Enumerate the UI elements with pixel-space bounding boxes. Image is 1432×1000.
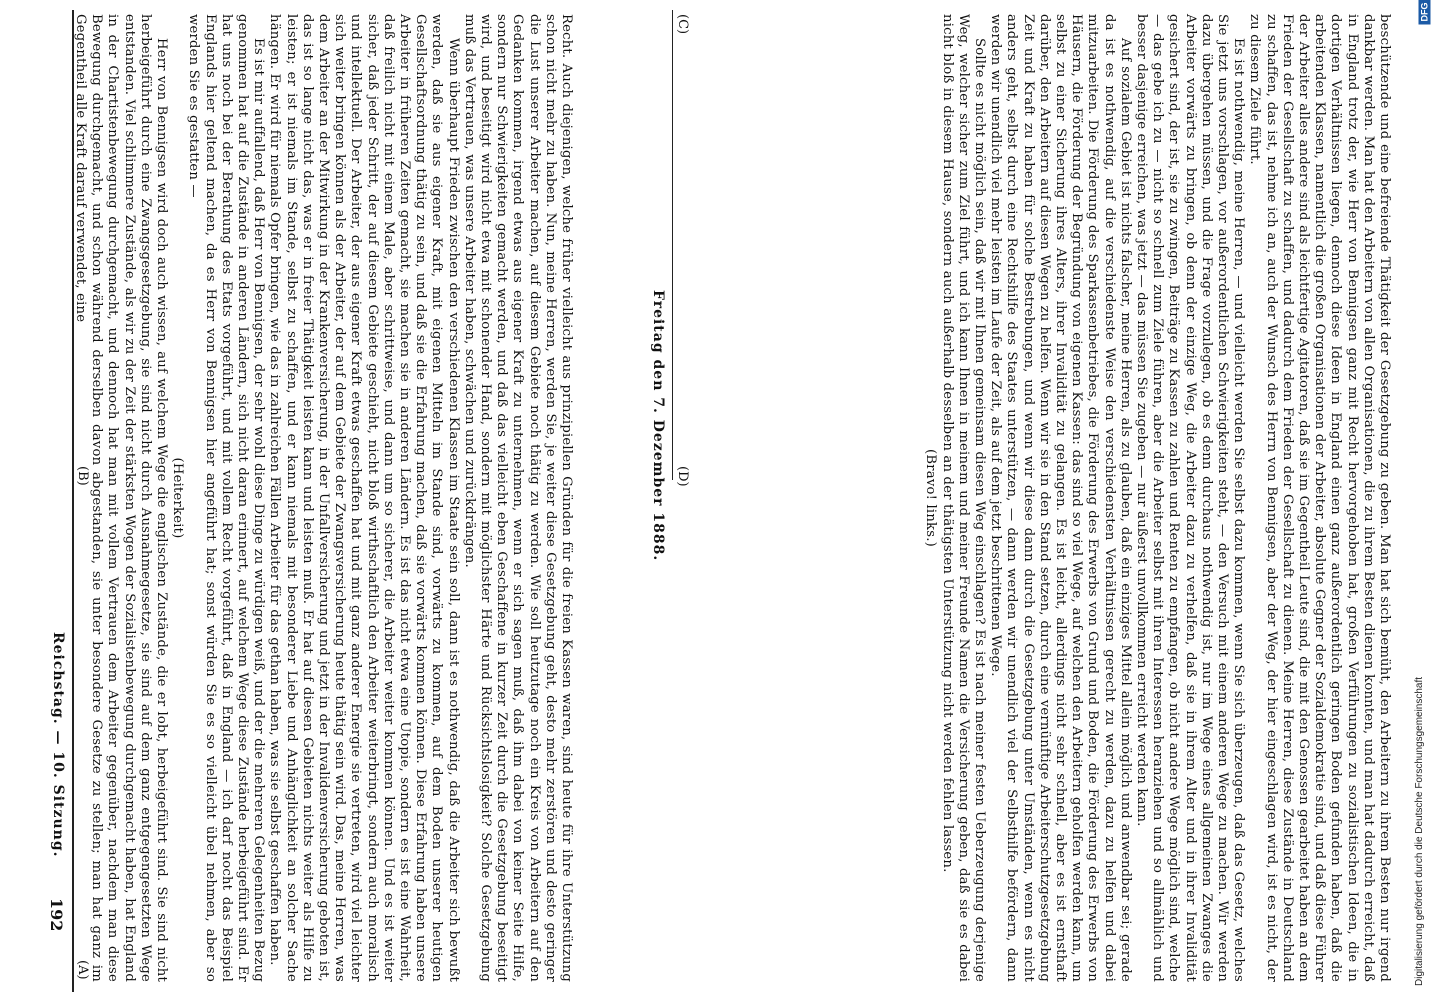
page-number: 192 bbox=[47, 898, 66, 932]
header-title: Reichstag. — 10. Sitzung. bbox=[50, 632, 66, 858]
left-paragraph: Herr von Bennigsen wird doch auch wissen, auf welchem Wege die englischen Zustände, die er lobt, herbeigeführt sind. Sie sind nicht herbeigeführt durch eine Zwangsgesetzgebung, sie sind nicht durch Ausnahmegesetze, sie sind auf dem ganz entgegengesetzten Wege entstanden. Viel schlimmere Zustände, als wir zu der Zeit der stärksten Wogen der Sozialistenbewegung durchgemacht haben, hat England in der Chartistenbewegung durchgemacht, und dennoch hat man mit vollem Vertrauen dem Arbeiter gegenüber, nachdem man diese Bewegung durchgemacht, und schon während derselben davon abgestanden, sie unter besondere Gesetze zu stellen; man hat ganz im Gegentheil alle Kraft darauf verwendet, eine bbox=[72, 14, 169, 982]
right-paragraph: beschützende und eine befreiende Thätigkeit der Gesetzgebung zu geben. Man hat sich bemüht, den Arbeitern zu ihrem Besten nur irgend dankbar werden. Man hat den Arbeitern von allen Organisationen, die zu ihrem Besten dienen konnten, und man hat dadurch erreicht, daß in England trotz der, wie Herr von Bennigsen ganz mit Recht hervorgehoben hat, großen Verführungen zu sozialistischen Ideen, die in dortigen Verhältnissen liegen, dennoch diese Ideen in England einen ganz außerordentlich geringen Boden gefunden haben, daß die arbeitenden Klassen, namentlich die großen Organisationen der Arbeiter, absolute Gegner der Sozialdemokratie sind, und daß diese Führer der Arbeiter alles andere sind als leichtfertige Agitatoren, daß sie im Gegentheil Leute sind, die mit den Genossen gearbeitet haben an dem Frieden der Gesellschaft zu schaffen, und dadurch dem Frieden der Gesellschaft zu dienen. Meine Herren, diese Zustände in Deutschland zu schaffen, das ist, nehme ich an, auch der Wunsch des Herrn von Bennigsen, aber der Weg, der hier eingeschlagen wird, ist es nicht, der zu diesem Ziele führt. bbox=[1247, 14, 1392, 982]
header-date: Freitag den 7. Dezember 1888. bbox=[650, 290, 666, 562]
right-paragraph: Auf sozialem Gebiet ist nichts falscher, meine Herren, als zu glauben, daß ein einziges Mittel allein möglich und anwendbar sei; gerade da ist es nothwendig, auf die verschiedenste Weise den verschiedensten Verhältnissen gerecht zu werden, dazu zu helfen und dabei mitzuarbeiten. Die Förderung des Sparkassenbetriebes, die Förderung des Erwerbs von Grund und Boden, die Förderung des Erwerbs von Häusern, die Förderung der Begründung von eigenen Kassen: das sind so viel Wege, auf welchen den Arbeitern geholfen werden kann, um selbst zu einer Sicherung ihres Alters, ihrer Invalidität zu gelangen. Es ist leicht, allerdings nicht sehr schnell, aber es ist ernsthaft darüber, den Arbeitern auf diesen Wegen zu helfen. Wenn wir sie in den Stand setzen, durch eine vernünftige Arbeiterschutzgesetzgebung Zeit und Kraft zu haben für solche Bestrebungen, und wenn wir diese dann durch die Gesetzgebung unter Umständen, wenn es nicht anders geht, selbst durch eine Rechtshilfe des Staates unterstützen, — dann werden wir unendlich viel der Selbsthilfe befördern, dann werden wir unendlich viel mehr leisten im Laufe der Zeit, als auf dem jetzt beschrittenen Wege. bbox=[988, 14, 1133, 982]
margin-letter-b: (B) bbox=[75, 466, 90, 486]
right-paragraph: Sollte es nicht möglich sein, daß wir mit Ihnen gemeinsam diesen Weg einschlagen? Es ist nach meiner festen Ueberzeugung derjenige Weg, welcher sicher zum Ziel führt, und ich kann Ihnen in meinem und meiner Freunde Namen die Versicherung geben, daß sie es dabei nicht bloß in diesem Hause, sondern auch außerhalb desselben an der thätigsten Unterstützung nicht werden fehlen lassen. bbox=[939, 14, 987, 982]
text-column-left bbox=[72, 14, 574, 982]
applause-note: (Bravo! links.) bbox=[923, 449, 939, 547]
margin-letter-d: (D) bbox=[675, 466, 690, 487]
right-paragraph: Es ist nothwendig, meine Herren, — und vielleicht werden Sie selbst dazu kommen, wenn Sie sich überzeugen, daß das Gesetz, welches Sie jetzt uns vorschlagen, vor außerordentlichen Schwierigkeiten steht, — den Versuch mit einem anderen Wege zu machen. Wir werden dazu übergehen müssen, und die Frage vorzulegen, ob es denn durchaus nothwendig ist, nur im Wege eines allgemeinen Zwanges die Arbeiter vorwärts zu bringen, ob denn der einzige Weg, die Arbeiter dazu zu verhelfen, daß sie in ihrem Alter und in ihrer Invalidität gesichert sind, der ist, sie zu zwingen, Beiträge zu Kassen zu zahlen und Renten zu empfangen, ob nicht andere Wege möglich sind, welche — das gebe ich zu — nicht so schnell zum Ziele führen, aber die Arbeiter selbst mit ihren Interessen heranziehen und so allmählich und besser dasjenige erreichen, was jetzt — das müssen Sie zugeben — nur äußerst unvollkommen erreicht werden kann. bbox=[1133, 14, 1247, 982]
margin-letter-a: (A) bbox=[75, 960, 90, 980]
digitization-note: Digitalisierung gefördert durch die Deutsche Forschungsgemeinschaft bbox=[1414, 676, 1425, 986]
dfg-logo: DFG bbox=[1419, 0, 1431, 25]
interjection: (Heiterkeit) bbox=[170, 457, 186, 539]
margin-letter-c: (C) bbox=[675, 14, 690, 35]
left-paragraph: Wenn überhaupt Frieden zwischen den verschiedenen Klassen im Staate sein soll, dann ist es nothwendig, daß die Arbeiter sich bewußt werden, daß sie aus eigener Kraft, mit eigenen Mitteln im Stande sind, vorwärts zu kommen, auf dem Boden unserer heutigen Gesellschaftsordnung thätig zu sein, und daß sie die Erfahrung machen, daß sie vorwärts kommen können. Diese Erfahrung haben unsere Arbeiter in früheren Zeiten gemacht, sie machen sie in anderen Ländern. Es ist das nicht etwa eine Utopie, sondern es ist eine Wahrheit, daß freilich nicht mit einem Male, aber schrittweise, und dann um so sicherer, die Arbeiter weiter kommen können. Und es ist weiter sicher, daß jeder Schritt, der auf diesem Gebiete geschieht, nicht bloß wirthschaftlich den Arbeiter weiterbringt, sondern auch moralisch und intellektuell. Der Arbeiter, der aus eigener Kraft etwas geschaffen hat und mit ganz anderer Energie sie vertreten, wird viel leichter sich weiter bringen können als der Arbeiter, der auf dem Gebiete der Zwangsversicherung heute thätig sein wird. Das, meine Herren, was dem Arbeiter an der Mitwirkung in der Krankenversicherung, in der Unfallversicherung und jetzt in der Invalidenversicherung geboten ist, das ist so lange nicht das, was er in freier Thätigkeit leisten kann und leisten muß. Er hat auf diesen Gebieten nichts weiter als Hilfe zu leisten; er ist niemals im Stande, selbst zu schaffen, und er kann niemals mit besonderer Liebe und Anhänglichkeit an solcher Sache hängen. Er wird für niemals Opfer bringen, wie das in zahlreichen Fällen Arbeiter für das gethan haben, was sie selbst geschaffen haben. bbox=[267, 14, 461, 982]
text-column-right bbox=[732, 14, 1392, 982]
column-divider bbox=[672, 10, 673, 480]
left-paragraph: Recht. Auch diejenigen, welche früher vielleicht aus prinzipiellen Gründen für die freien Kassen waren, sind heute für ihre Unterstützung schon nicht mehr zu haben. Nun, meine Herren, werden Sie, je weiter diese Gesetzgebung geht, desto mehr zerstören und desto geringer die Lust unserer Arbeiter machen, auf diesem Gebiete noch thätig zu werden. Wie soll heutzutage noch ein Kreis von Arbeitern auf den Gedanken kommen, irgend etwas aus eigener Kraft zu unternehmen, wenn er sich sagen muß, daß ihm dabei von keiner Seite Hilfe, sondern nur Schwierigkeiten gemacht werden, und daß das vielleicht eben Geschaffene in kurzer Zeit durch die Gesetzgebung beseitigt wird, und beseitigt wird nicht etwa mit schonender Hand, sondern mit möglichster Härte und Rücksichtslosigkeit? Solche Gesetzgebung muß das Vertrauen, was unsere Arbeiter haben, schwächen und zurückdrängen. bbox=[461, 14, 574, 982]
left-paragraph: Es ist mir auffallend, daß Herr von Bennigsen, der sehr wohl diese Dinge zu würdigen weiß, und der die mehreren Gelegenheiten Bezug genommen hat auf die Zustände in anderen Ländern, sich nicht daran erinnert, auf welchem Wege diese Zustände herbeigeführt sind. Er hat uns noch bei der Berathung des Etats vorgeführt, und mit vollem Recht vorgeführt, daß in England — ich darf nocht das Beispiel Englands hier geltend machen, da es Herr von Bennigsen hier angeführt hat; sonst würden Sie es so vielleicht übel nehmen, aber so werden Sie es gestatten — bbox=[186, 14, 267, 982]
